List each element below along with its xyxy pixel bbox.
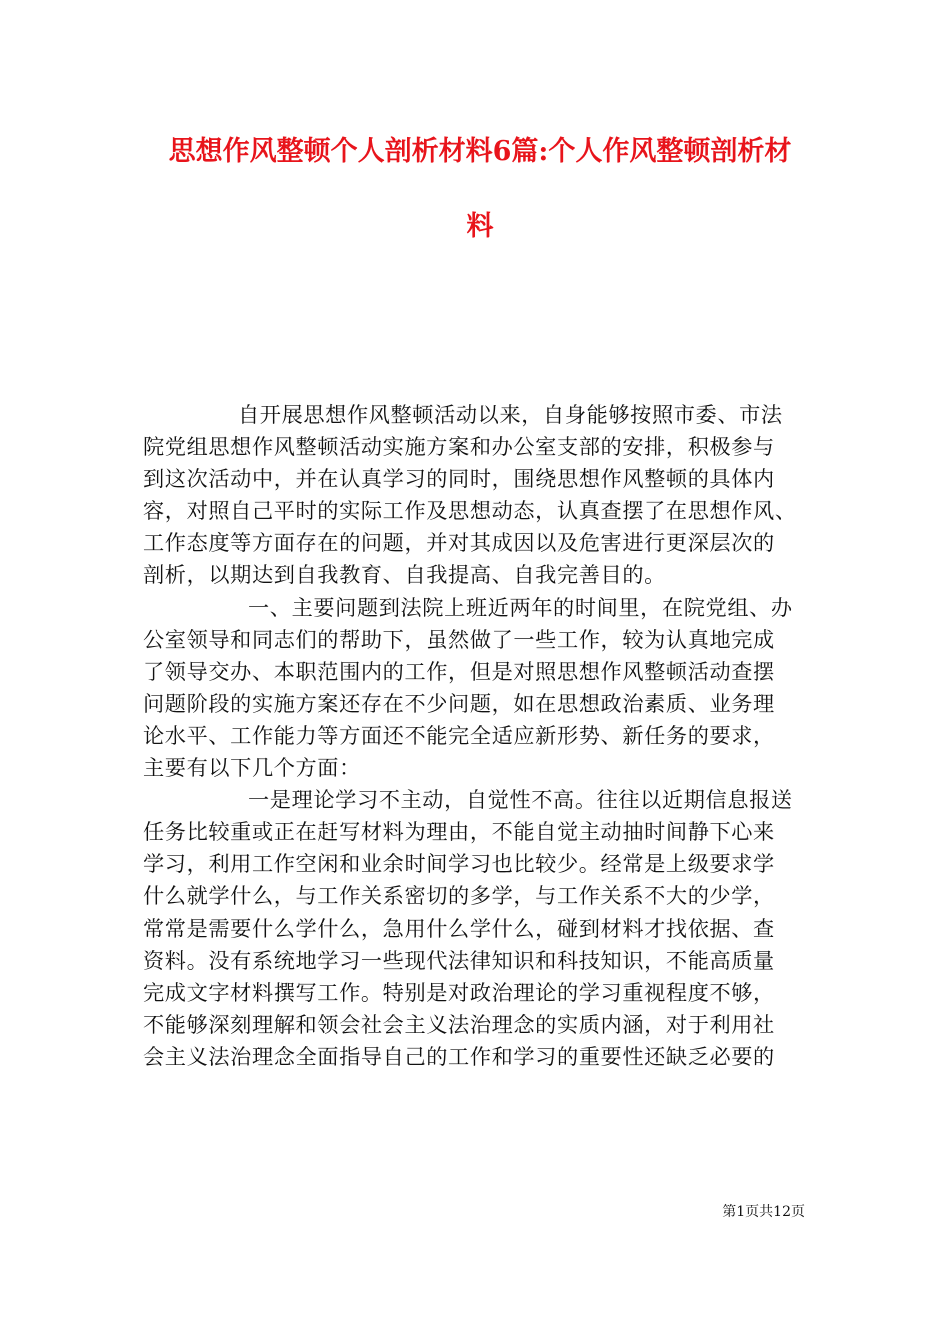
section-main-problems-line: 主要有以下几个方面：	[143, 755, 361, 781]
page-number-footer: 第1页共12页	[722, 1204, 805, 1220]
document-body	[143, 399, 833, 1073]
section-main-problems-line: 论水平、工作能力等方面还不能完全适应新形势、新任务的要求，	[143, 722, 775, 748]
point-one-line: 完成文字材料撰写工作。特别是对政治理论的学习重视程度不够，	[143, 979, 775, 1005]
section-main-problems-line: 了领导交办、本职范围内的工作，但是对照思想作风整顿活动查摆	[143, 658, 775, 684]
point-one-line: 会主义法治理念全面指导自己的工作和学习的重要性还缺乏必要的	[143, 1043, 775, 1069]
paragraph-intro-line: 自开展思想作风整顿活动以来，自身能够按照市委、市法	[238, 402, 783, 427]
section-main-problems-line: 公室领导和同志们的帮助下，虽然做了一些工作，较为认真地完成	[143, 626, 775, 652]
paragraph-intro-line: 院党组思想作风整顿活动实施方案和办公室支部的安排，积极参与	[143, 434, 775, 460]
point-one-line: 常常是需要什么学什么，急用什么学什么，碰到材料才找依据、查	[143, 915, 775, 941]
document-title-line-2: 料	[466, 211, 494, 242]
section-main-problems-line: 问题阶段的实施方案还存在不少问题，如在思想政治素质、业务理	[143, 690, 775, 716]
paragraph-intro-line: 剖析，以期达到自我教育、自我提高、自我完善目的。	[143, 562, 666, 588]
point-one-line: 资料。没有系统地学习一些现代法律知识和科技知识，不能高质量	[143, 947, 775, 973]
point-one-line: 任务比较重或正在赶写材料为理由，不能自觉主动抽时间静下心来	[143, 819, 775, 845]
point-one-line: 什么就学什么，与工作关系密切的多学，与工作关系不大的少学，	[143, 883, 775, 909]
section-main-problems-line: 一、主要问题到法院上班近两年的时间里，在院党组、办	[248, 594, 793, 620]
point-one-line: 一是理论学习不主动，自觉性不高。往往以近期信息报送	[248, 787, 793, 813]
paragraph-intro-line: 到这次活动中，并在认真学习的同时，围绕思想作风整顿的具体内	[143, 466, 775, 492]
paragraph-intro-line: 工作态度等方面存在的问题，并对其成因以及危害进行更深层次的	[143, 530, 775, 556]
paragraph-intro-line: 容，对照自己平时的实际工作及思想动态，认真查摆了在思想作风、	[143, 498, 797, 524]
point-one-line: 不能够深刻理解和领会社会主义法治理念的实质内涵，对于利用社	[143, 1011, 775, 1037]
point-one-line: 学习，利用工作空闲和业余时间学习也比较少。经常是上级要求学	[143, 851, 775, 877]
document-title-line-1: 思想作风整顿个人剖析材料6篇:个人作风整顿剖析材	[168, 136, 792, 167]
